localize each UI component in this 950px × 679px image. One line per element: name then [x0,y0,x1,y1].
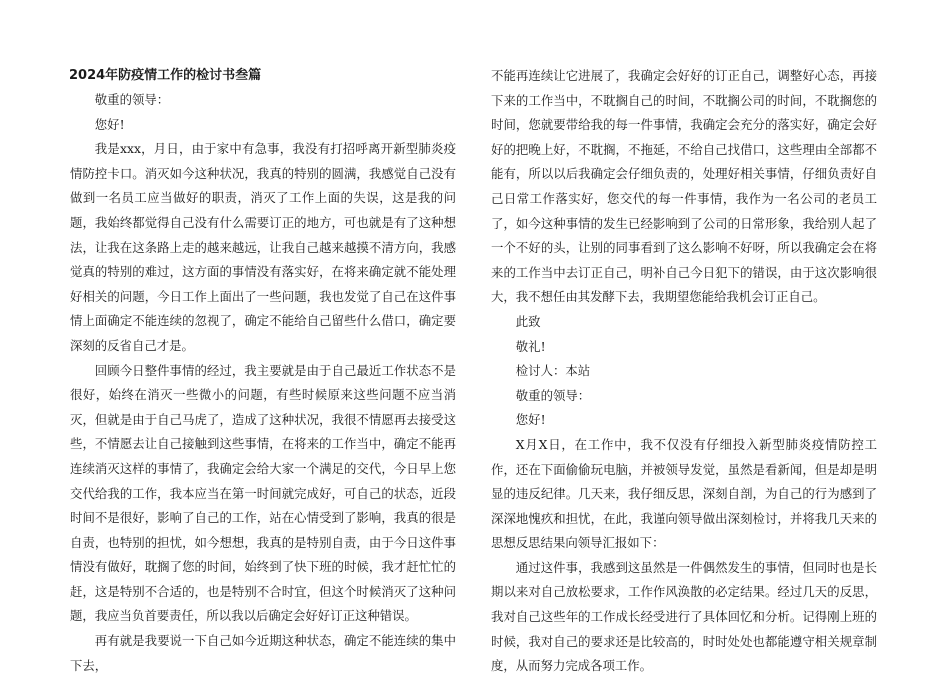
paragraph: 再有就是我要说一下自己如今近期这种状态，确定不能连续的集中下去， [70,633,456,673]
paragraph: 通过这件事，我感到这虽然是一件偶然发生的事情，但同时也是长期以来对自己放松要求，工作作风涣散的必定结果。经过几天的反思，我对自己这些年的工作成长经受进行了具体回忆和分析。记得刚上班的时候，我对自己的要求还是比较高的，时时处处也都能遵守相关规章制度，从而努力完成各项工作。 [491,559,877,674]
right-column [491,64,877,679]
paragraph: 回顾今日整件事情的经过，我主要就是由于自己最近工作状态不是很好，始终在消灭一些微小的问题，有些时候原来这些问题不应当消灭，但就是由于自己马虎了，造成了这种状况，我很不情愿再去接受这些，不情愿去让自己接触到这些事情，在将来的工作当中，确定不能再连续消灭这样的事情了，我确定会给大家一个满足的交代，今日早上您交代给我的工作，我本应当在第一时间就完成好，可自己的状态，近段时间不是很好，影响了自己的工作，站在心情受到了影响，我真的很是自责，也特别的担忧，如今想想，我真的是特别自责，由于今日这件事情没有做好，耽搁了您的时间，始终到了快下班的时候，我才赶忙忙的赶，这是特别不合适的，也是特别不合时宜，但这个时候消灭了这种问题，我应当负首要责任，所以我以后确定会好好订正这种错误。 [70,362,456,624]
paragraph: X月X日，在工作中，我不仅没有仔细投入新型肺炎疫情防控工作，还在下面偷偷玩电脑，并被领导发觉，虽然是看新闻，但是却是明显的违反纪律。几天来，我仔细反思，深刻自剖，为自己的行为感到了深深地愧疚和担忧，在此，我谨向领导做出深刻检讨，并将我几天来的思想反思结果向领导汇报如下： [491,436,877,551]
paragraph: 我是xxx，月日，由于家中有急事，我没有打招呼离开新型肺炎疫情防控卡口。消灭如今这种状况，我真的特别的圆满，我感觉自己没有做到一名员工应当做好的职责，消灭了工作上面的失误，这是我的问题，我始终都觉得自己没有什么需要订正的地方，可也就是有了这种想法，让我在这条路上走的越来越远，让我自己越来越摸不清方向，我感觉真的特别的难过，这方面的事情没有落实好，在将来确定就不能处理好相关的问题，今日工作上面出了一些问题，我也发觉了自己在这件事情上面确定不能连续的忽视了，确定不能给自己留些什么借口，确定要深刻的反省自己才是。 [70,141,456,353]
salutation: 敬重的领导： [515,387,591,403]
document-title: 2024年防疫情工作的检讨书叁篇 [69,68,262,83]
left-column [70,64,456,678]
signature-line: 检讨人：本站 [515,363,591,379]
greeting: 您好! [515,412,546,428]
salutation: 敬重的领导： [94,92,170,107]
greeting: 您好! [94,116,125,132]
closing-phrase: 此致 [515,313,541,329]
closing-salute: 敬礼! [515,338,546,354]
paragraph-continued: 不能再连续让它进展了，我确定会好好的订正自己，调整好心态，再接下来的工作当中，不耽搁自己的时间，不耽搁公司的时间，不耽搁您的时间，您就要带给我的每一件事情，我确定会充分的落实好，确定会好好的把晚上好，不耽搁，不拖延，不给自己找借口，这些理由全部都不能有，所以以后我确定会仔细负责的，处理好相关事情，仔细负责好自己日常工作落实好，您交代的每一件事情，我作为一名公司的老员工了，如今这种事情的发生已经影响到了公司的日常形象，我给别人起了一个不好的头，让别的同事看到了这么影响不好呀，所以我确定会在将来的工作当中去订正自己，明补自己今日犯下的错误，由于这次影响很大，我不想任由其发酵下去，我期望您能给我机会订正自己。 [491,68,877,305]
